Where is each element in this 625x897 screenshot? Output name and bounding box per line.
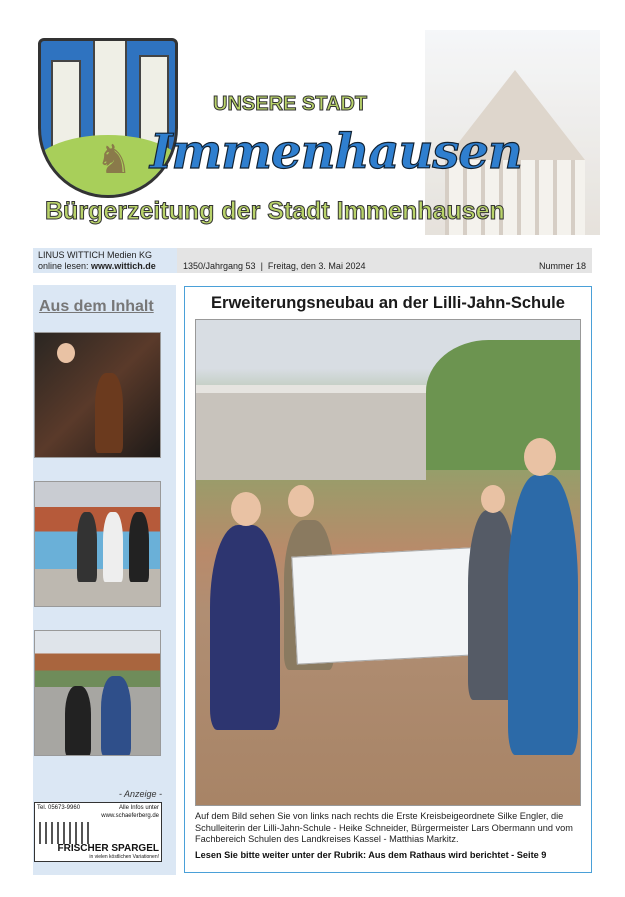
stag-icon: ♞ (96, 138, 132, 182)
ad-phone: Tel. 05673-9960 (37, 805, 81, 811)
contents-photo-pool[interactable] (34, 481, 161, 607)
photo-caption: Auf dem Bild sehen Sie von links nach rechts die Erste Kreisbeigeordnete Silke Engler, die Schulleiterin der Lilli-Jahn-Schule - Heike Schneider, Bürgermeister Lars Obermann und vom Fachbereich Schulen des Landkreises Kassel - Matthias Markitz. (195, 811, 573, 844)
ad-headline: FRISCHER SPARGEL (57, 843, 159, 854)
issue-number: Nummer 18 (538, 261, 586, 271)
masthead-title: Immenhausen (150, 124, 522, 180)
contents-photo-musicians[interactable] (34, 332, 161, 458)
ad-url: www.schaeferberg.de (101, 813, 159, 819)
article-title[interactable]: Erweiterungsneubau an der Lilli-Jahn-Schule (211, 294, 565, 312)
ad-label: - Anzeige - (118, 789, 162, 799)
masthead-subtitle: Bürgerzeitung der Stadt Immenhausen (45, 197, 505, 225)
publisher-name: LINUS WITTICH Medien KG (38, 250, 153, 260)
continue-reading-note: Lesen Sie bitte weiter unter der Rubrik: Aus dem Rathaus wird berichtet - Seite 9 (195, 849, 547, 860)
online-label: online lesen: (38, 261, 92, 271)
contents-photo-school[interactable] (34, 630, 161, 756)
ad-tagline: in vielen köstlichen Variationen! (89, 854, 159, 860)
school-building (196, 385, 426, 480)
advertisement-spargel[interactable] (34, 802, 162, 862)
article-text (195, 811, 585, 861)
article-photo (195, 319, 581, 806)
issue-info-bar (33, 248, 592, 273)
ad-building-drawing (39, 822, 89, 844)
masthead (30, 30, 600, 240)
contents-sidebar (33, 285, 176, 875)
lead-article (184, 286, 592, 873)
trees (426, 340, 581, 470)
online-link[interactable]: www.wittich.de (91, 261, 156, 271)
contents-heading: Aus dem Inhalt (39, 298, 154, 315)
ad-info: Alle Infos unter (118, 805, 159, 811)
publisher-box (33, 248, 177, 273)
building-plan (291, 547, 476, 664)
issue-date: 1350/Jahrgang 53 | Freitag, den 3. Mai 2024 (183, 261, 366, 271)
masthead-kicker: UNSERE STADT (213, 93, 368, 115)
